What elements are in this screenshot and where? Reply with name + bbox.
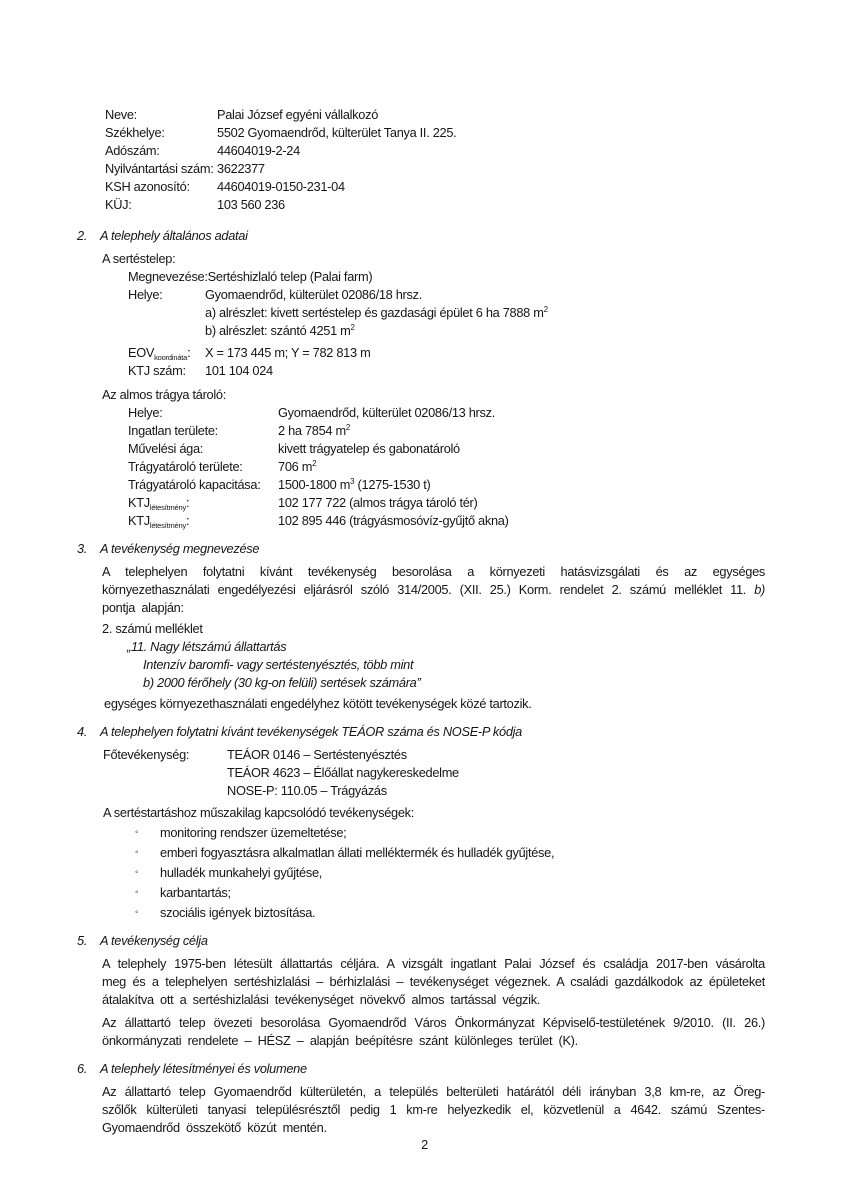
field-row — [105, 142, 765, 160]
field-label: $EOV_{koordináta}$: — [128, 345, 191, 362]
field-value: 101 104 024 — [205, 363, 273, 378]
bullet-item — [135, 864, 765, 882]
bullet-text: szociális igények biztosítása. — [160, 905, 316, 920]
bullet-text: emberi fogyasztásra alkalmatlan állati melléktermék és hulladék gyűjtése, — [160, 845, 555, 860]
field-label: Főtevékenység: — [103, 747, 190, 762]
field-value: b) alrészlet: szántó 4251 $m^2$ — [205, 323, 355, 338]
subscript: létesítmény — [149, 521, 187, 530]
manure-storage-intro: Az almos trágya tároló: — [102, 387, 226, 402]
superscript: 2 — [345, 423, 351, 432]
field-label: Trágyatároló kapacitása: — [128, 477, 261, 492]
field-label: KSH azonosító: — [105, 179, 190, 194]
field-label — [128, 304, 205, 322]
paragraph: Az állattartó telep övezeti besorolása Gyomaendrőd Város Önkormányzat Képviselő-testületének 9/2010. (II. 26.) önkormányzati rendelete – HÉSZ – alapján beépítésre szánt különleges terület (K). — [102, 1015, 765, 1048]
field-value: 1500-1800 $m^3$ (1275-1530 t) — [278, 477, 431, 492]
field-row — [128, 476, 765, 494]
field-row — [103, 746, 765, 764]
field-value: 3622377 — [217, 161, 265, 176]
field-label: Művelési ága: — [128, 441, 204, 456]
section-title: A telephelyen folytatni kívánt tevékenységek TEÁOR száma és NOSE-P kódja — [100, 724, 522, 739]
field-value: Gyomaendrőd, külterület 02086/18 hrsz. — [205, 287, 422, 302]
section-number: 6. — [77, 1061, 88, 1076]
section-title: A tevékenység célja — [100, 933, 208, 948]
field-row — [128, 494, 765, 512]
section-4 — [77, 723, 765, 922]
field-value: TEÁOR 0146 – Sertéstenyésztés — [227, 747, 407, 762]
field-label — [103, 782, 227, 800]
field-value: NOSE-P: 110.05 – Trágyázás — [227, 783, 387, 798]
paragraph: A telephelyen folytatni kívánt tevékenység besorolása a környezeti hatásvizsgálati és az egységes környezethasználati engedélyezési eljárásról szóló 314/2005. (XII. 25.) Korm. rendelet 2. számú melléklet 11. b) pontja alapján: — [102, 564, 765, 615]
section-number: 5. — [77, 933, 88, 948]
field-row — [128, 268, 765, 286]
paragraph: A telephely 1975-ben létesült állattartás céljára. A vizsgált ingatlant Palai József és családja 2017-ben vásárolta meg és a telephelyen sertéshizlalási – bérhizlalási – tevékenységet végeznek. A családi gazdálkodok az épületeket átalakítva ott a sertéshizlalási tevékenységet növekvő almos tartással végzik. — [102, 956, 765, 1007]
field-row — [128, 344, 765, 362]
section-heading — [77, 1060, 765, 1078]
field-value: 102 895 446 (trágyásmosóvíz-gyűjtő akna) — [278, 513, 509, 528]
bullet-marker-icon: ◦ — [135, 827, 139, 838]
section-title: A tevékenység megnevezése — [100, 541, 260, 556]
closing-statement: egységes környezethasználati engedélyhez kötött tevékenységek közé tartozik. — [104, 696, 532, 711]
field-label: Neve: — [105, 107, 137, 122]
section-heading — [77, 932, 765, 950]
bullet-marker-icon: ◦ — [135, 887, 139, 898]
field-label: Trágyatároló területe: — [128, 459, 243, 474]
field-label: Adószám: — [105, 143, 160, 158]
bullet-text: hulladék munkahelyi gyűjtése, — [160, 865, 323, 880]
legal-quote — [127, 638, 765, 692]
section-5 — [77, 932, 765, 1050]
field-value: TEÁOR 4623 – Élőállat nagykereskedelme — [227, 765, 459, 780]
field-value: 103 560 236 — [217, 197, 285, 212]
bullet-item — [135, 904, 765, 922]
field-label: Nyilvántartási szám: — [105, 161, 214, 176]
annex-reference: 2. számú melléklet — [102, 621, 203, 636]
company-identity-block — [105, 106, 765, 214]
field-label: Helye: — [128, 287, 163, 302]
field-label — [103, 764, 227, 782]
bullet-marker-icon: ◦ — [135, 907, 139, 918]
section-title: A telephely létesítményei és volumene — [100, 1061, 307, 1076]
quote-line: b) 2000 férőhely (30 kg-on felüli) sertések számára” — [143, 675, 421, 690]
bullet-item — [135, 884, 765, 902]
field-label: $KTJ_{létesítmény}$: — [128, 513, 190, 530]
field-row — [128, 322, 765, 340]
section-title: A telephely általános adatai — [100, 228, 248, 243]
field-label: KTJ szám: — [128, 363, 186, 378]
field-value: Sertéshizlaló telep (Palai farm) — [207, 269, 373, 284]
page-number: 2 — [421, 1137, 428, 1152]
bullet-text: karbantartás; — [160, 885, 231, 900]
section-heading — [77, 540, 765, 558]
field-row — [105, 178, 765, 196]
field-value: a) alrészlet: kivett sertéstelep és gazdasági épület 6 ha 7888 $m^2$ — [205, 305, 548, 320]
field-row — [128, 512, 765, 530]
section-number: 2. — [77, 228, 88, 243]
field-label: Székhelye: — [105, 125, 165, 140]
field-row — [128, 362, 765, 380]
bullet-marker-icon: ◦ — [135, 847, 139, 858]
related-activities-list — [135, 824, 765, 922]
field-row — [128, 440, 765, 458]
section-2 — [77, 227, 765, 530]
field-value: Gyomaendrőd, külterület 02086/13 hrsz. — [278, 405, 495, 420]
field-value: Palai József egyéni vállalkozó — [217, 107, 379, 122]
quote-line: Intenzív baromfi- vagy sertéstenyésztés, több mint — [143, 657, 414, 672]
section-6 — [77, 1060, 765, 1137]
section-number: 3. — [77, 541, 88, 556]
section-3 — [77, 540, 765, 713]
field-row — [103, 764, 765, 782]
field-row — [128, 422, 765, 440]
field-value: 2 ha 7854 $m^2$ — [278, 423, 351, 438]
field-row — [128, 304, 765, 322]
field-label: Ingatlan területe: — [128, 423, 218, 438]
pig-farm-intro: A sertéstelep: — [102, 251, 176, 266]
field-row — [128, 286, 765, 304]
superscript: 2 — [350, 323, 355, 332]
bullet-marker-icon: ◦ — [135, 867, 139, 878]
field-value: 102 177 722 (almos trágya tároló tér) — [278, 495, 478, 510]
field-row — [105, 124, 765, 142]
superscript: 3 — [350, 477, 355, 486]
related-activities-intro: A sertéstartáshoz műszakilag kapcsolódó tevékenységek: — [103, 805, 415, 820]
field-row — [105, 160, 765, 178]
subscript: koordináta — [154, 353, 188, 362]
field-value: 706 $m^2$ — [278, 459, 317, 474]
field-row — [103, 782, 765, 800]
field-row — [128, 404, 765, 422]
field-label: KÜJ: — [105, 197, 132, 212]
field-value: X = 173 445 m; Y = 782 813 m — [205, 345, 371, 360]
quote-line: „11. Nagy létszámú állattartás — [127, 639, 287, 654]
field-value: 44604019-0150-231-04 — [217, 179, 345, 194]
field-label: $KTJ_{létesítmény}$: — [128, 495, 190, 512]
field-row — [105, 106, 765, 124]
activity-codes-block — [103, 746, 765, 800]
superscript: 2 — [543, 305, 548, 314]
paragraph: Az állattartó telep Gyomaendrőd külterületén, a település belterületi határától déli irányban 3,8 km-re, az Öreg-szőlők külterületi tanyasi településrésztől pedig 1 km-re helyezkedik el, közvetlenül a 4642. számú Szentes-Gyomaendrőd összekötő közút mentén. — [102, 1084, 765, 1135]
field-label: Helye: — [128, 405, 163, 420]
section-number: 4. — [77, 724, 88, 739]
section-heading — [77, 723, 765, 741]
field-label — [128, 322, 205, 340]
section-heading — [77, 227, 765, 245]
field-value: kivett trágyatelep és gabonatároló — [278, 441, 460, 456]
superscript: 2 — [312, 459, 317, 468]
bullet-text: monitoring rendszer üzemeltetése; — [160, 825, 347, 840]
manure-storage-fields — [128, 404, 765, 530]
field-value: 5502 Gyomaendrőd, külterület Tanya II. 225. — [217, 125, 457, 140]
subscript: létesítmény — [149, 503, 187, 512]
field-row — [105, 196, 765, 214]
field-value: 44604019-2-24 — [217, 143, 300, 158]
pig-farm-fields — [128, 268, 765, 380]
field-label: Megnevezése: — [128, 269, 208, 284]
bullet-item — [135, 824, 765, 842]
field-row — [128, 458, 765, 476]
bullet-item — [135, 844, 765, 862]
